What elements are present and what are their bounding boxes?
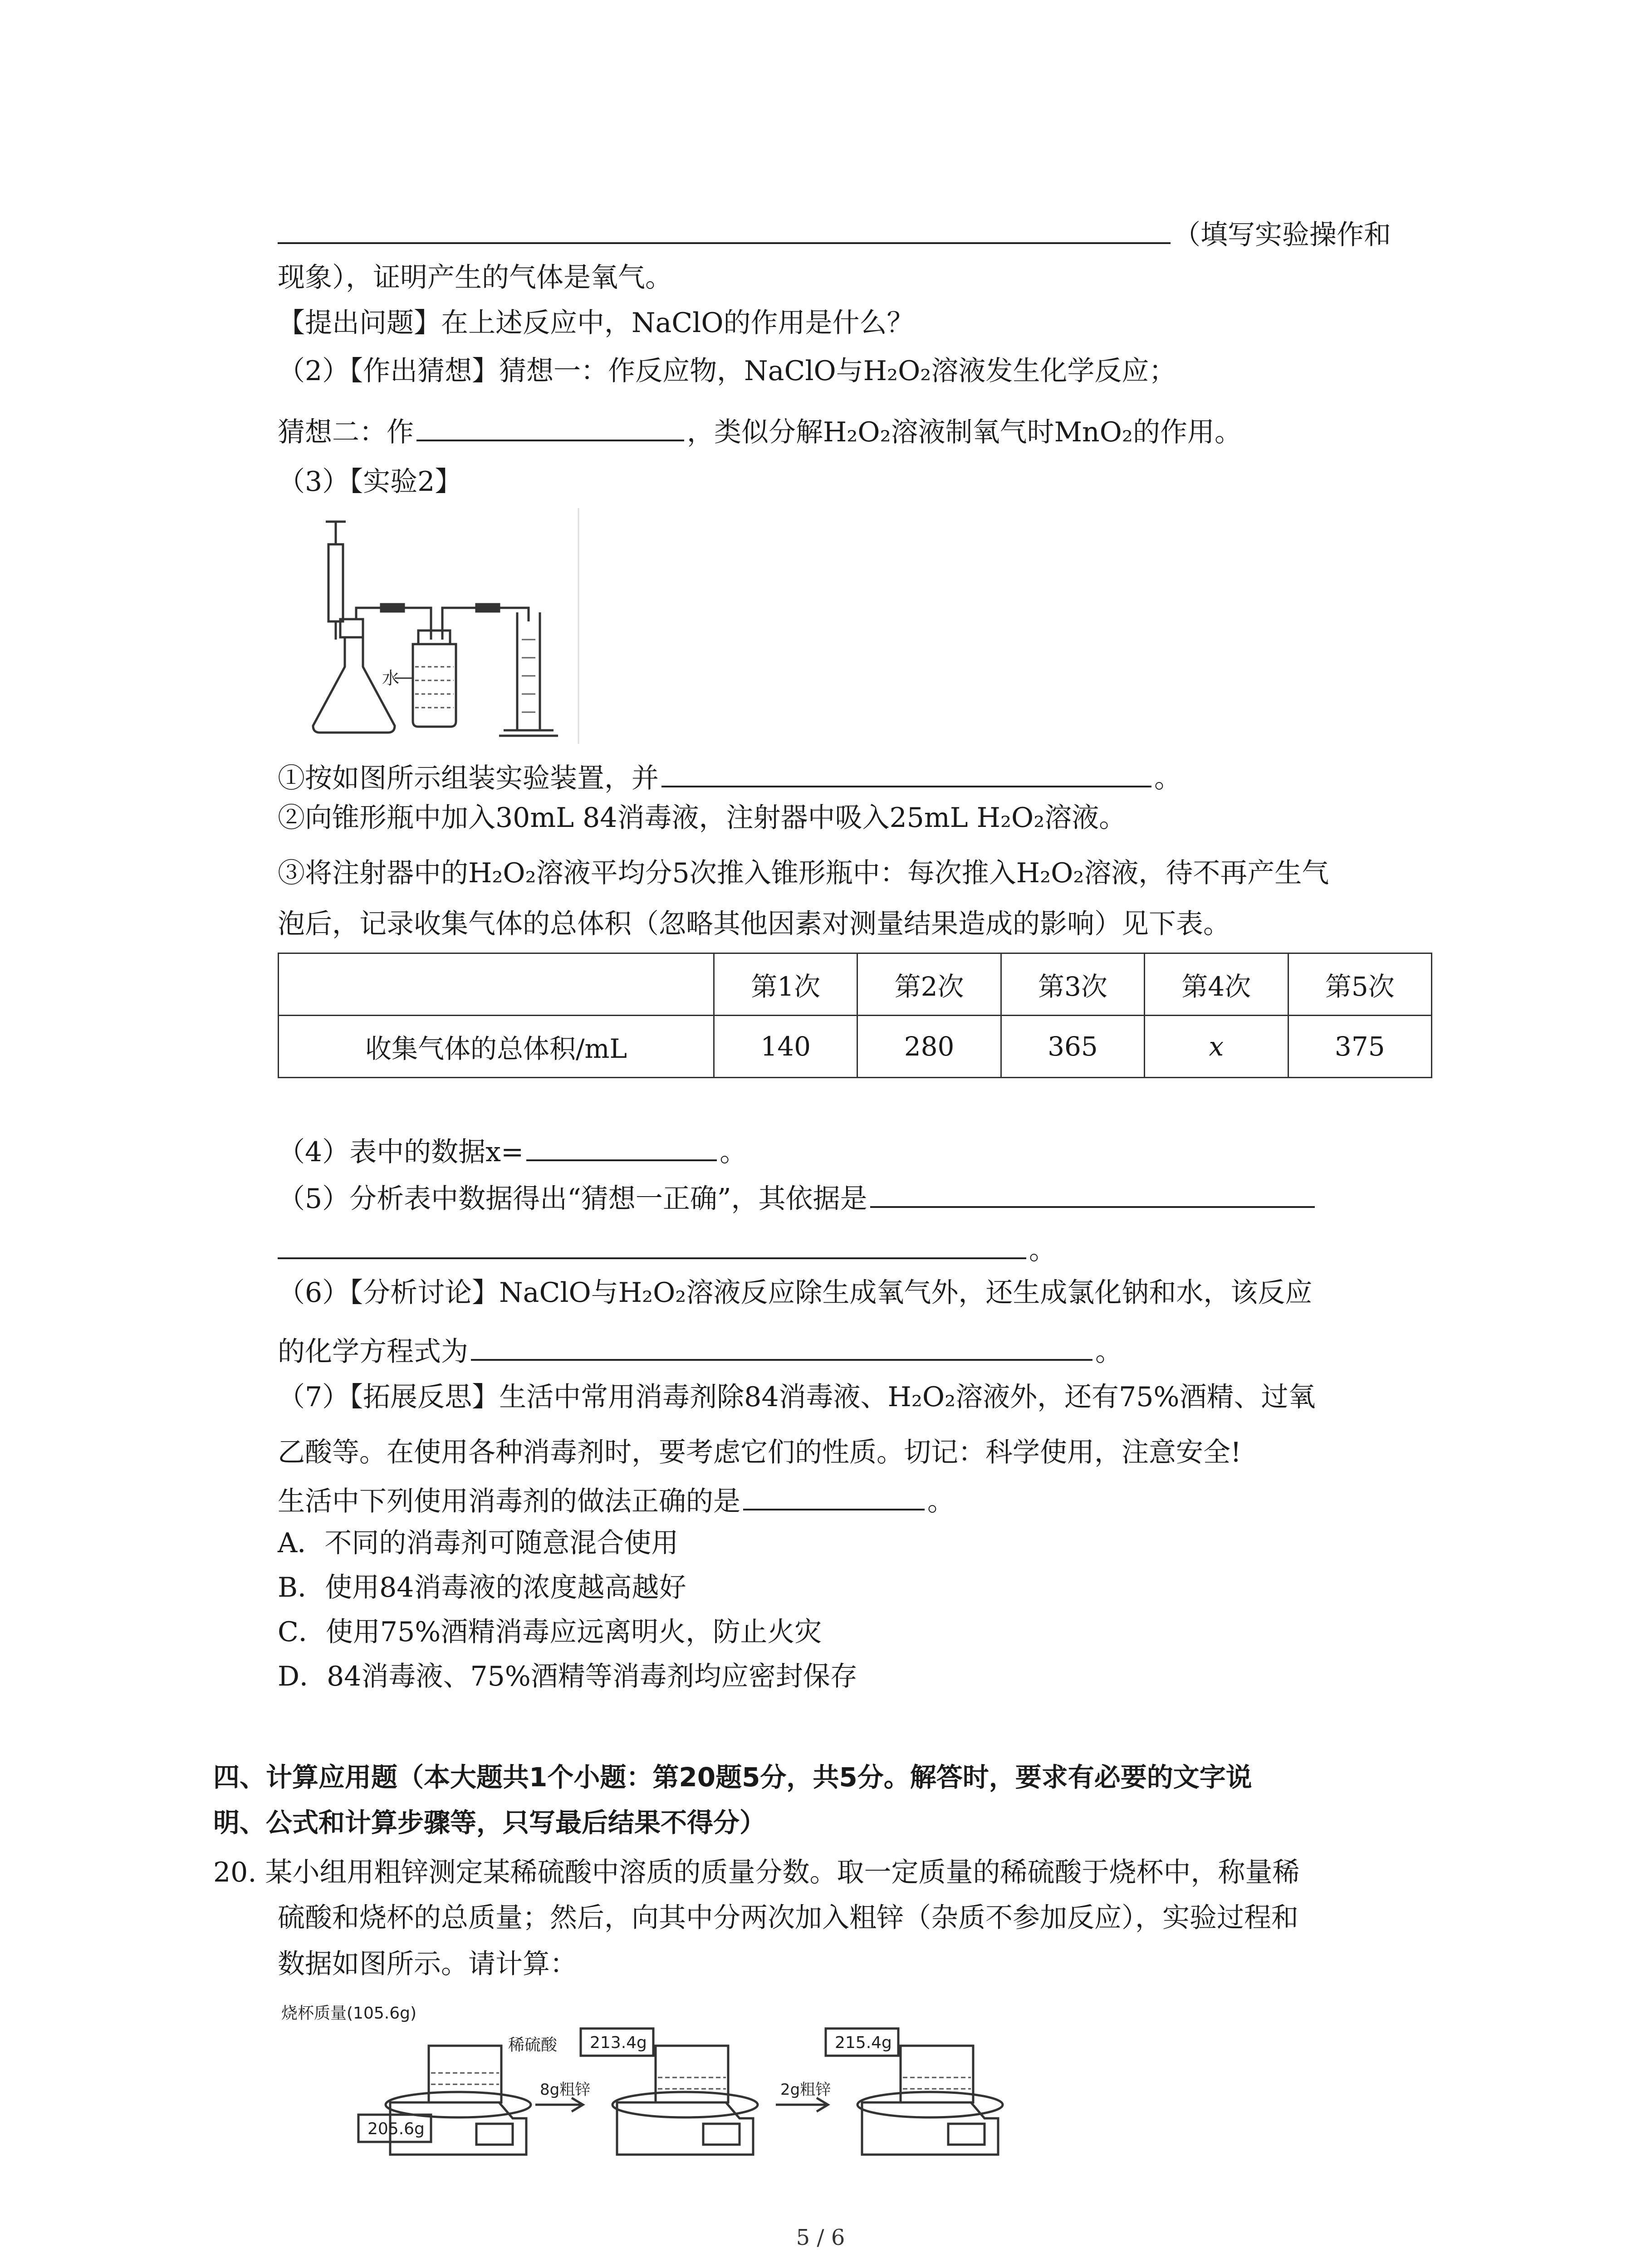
gas-volume-table bbox=[278, 953, 1432, 1078]
table-cell: 365 bbox=[1001, 1016, 1144, 1078]
question-20-b: 硫酸和烧杯的总质量；然后，向其中分两次加入粗锌（杂质不参加反应），实验过程和 bbox=[278, 1902, 1298, 1934]
question-6-a: （6）【分析讨论】NaClO与H₂O₂溶液反应除生成氧气外，还生成氯化钠和水，该反应 bbox=[278, 1277, 1313, 1309]
section-4-heading-a: 四、计算应用题（本大题共1个小题：第20题5分，共5分。解答时，要求有必要的文字说 bbox=[213, 1762, 1252, 1793]
line-3: 【提出问题】在上述反应中，NaClO的作用是什么？ bbox=[278, 307, 914, 339]
line-1 bbox=[278, 213, 1428, 253]
question-20-a: 20. 某小组用粗锌测定某稀硫酸中溶质的质量分数。取一定质量的稀硫酸于烧杯中，称量稀 bbox=[213, 1857, 1300, 1888]
option-b[interactable]: B．使用84消毒液的浓度越高越好 bbox=[278, 1572, 686, 1603]
table-row-label: 收集气体的总体积/mL bbox=[279, 1016, 714, 1078]
table-header-row bbox=[279, 953, 1432, 1016]
table-row bbox=[279, 1016, 1432, 1078]
line-2: 现象），证明产生的气体是氧气。 bbox=[278, 262, 672, 293]
table-header-cell: 第3次 bbox=[1001, 953, 1144, 1016]
option-d[interactable]: D．84消毒液、75%酒精等消毒剂均应密封保存 bbox=[278, 1661, 857, 1692]
balance-reading-1: 205.6g bbox=[367, 2120, 425, 2138]
acid-label: 稀硫酸 bbox=[508, 2036, 558, 2054]
table-header-cell bbox=[279, 953, 714, 1016]
answer-blank-6[interactable] bbox=[278, 1228, 1026, 1259]
balance-reading-2: 213.4g bbox=[590, 2033, 647, 2052]
water-label: 水 bbox=[382, 668, 400, 688]
table-cell: x bbox=[1145, 1016, 1288, 1078]
line-4: （2）【作出猜想】猜想一：作反应物，NaClO与H₂O₂溶液发生化学反应； bbox=[278, 355, 1176, 387]
question-5-b: 。 bbox=[1029, 1234, 1056, 1266]
question-4-b: 。 bbox=[720, 1136, 747, 1168]
table-header-cell: 第2次 bbox=[857, 953, 1001, 1016]
line-6: （3）【实验2】 bbox=[278, 466, 462, 498]
answer-blank-3[interactable] bbox=[661, 757, 1151, 787]
beaker-mass-label: 烧杯质量(105.6g) bbox=[281, 2004, 417, 2023]
answer-blank-8[interactable] bbox=[743, 1480, 925, 1510]
question-7-c: 生活中下列使用消毒剂的做法正确的是 bbox=[278, 1486, 740, 1517]
question-6-b: 的化学方程式为 bbox=[278, 1336, 468, 1368]
question-4-a: （4）表中的数据x= bbox=[278, 1136, 524, 1168]
arrow-label-2: 2g粗锌 bbox=[780, 2081, 831, 2099]
table-header-cell: 第1次 bbox=[714, 953, 857, 1016]
question-7-a: （7）【拓展反思】生活中常用消毒剂除84消毒液、H₂O₂溶液外，还有75%酒精、过氧 bbox=[278, 1381, 1316, 1413]
line-5-a: 猜想二：作 bbox=[278, 416, 414, 448]
option-a[interactable]: A．不同的消毒剂可随意混合使用 bbox=[278, 1527, 679, 1559]
question-7-d: 。 bbox=[927, 1486, 955, 1517]
line-5 bbox=[278, 411, 1428, 450]
question-6 bbox=[278, 1330, 1428, 1370]
question-5-a: （5）分析表中数据得出“猜想一正确”，其依据是 bbox=[278, 1183, 867, 1215]
section-4-heading-b: 明、公式和计算步骤等，只写最后结果不得分） bbox=[213, 1807, 766, 1838]
step-3-a: ③将注射器中的H₂O₂溶液平均分5次推入锥形瓶中：每次推入H₂O₂溶液，待不再产生气 bbox=[278, 857, 1329, 889]
option-c[interactable]: C．使用75%酒精消毒应远离明火，防止火灾 bbox=[278, 1616, 822, 1648]
question-7 bbox=[278, 1480, 1428, 1520]
step-1 bbox=[278, 757, 1428, 797]
step-1-a: ①按如图所示组装实验装置，并 bbox=[278, 763, 659, 794]
step-3-b: 泡后，记录收集气体的总体积（忽略其他因素对测量结果造成的影响）见下表。 bbox=[278, 908, 1230, 940]
table-header-cell: 第5次 bbox=[1288, 953, 1431, 1016]
step-1-b: 。 bbox=[1154, 763, 1181, 794]
question-7-b: 乙酸等。在使用各种消毒剂时，要考虑它们的性质。切记：科学使用，注意安全! bbox=[278, 1437, 1242, 1468]
table-cell: 375 bbox=[1288, 1016, 1431, 1078]
table-cell: 280 bbox=[857, 1016, 1001, 1078]
answer-blank-2[interactable] bbox=[416, 411, 684, 441]
question-4 bbox=[278, 1130, 1428, 1170]
arrow-label-1: 8g粗锌 bbox=[540, 2081, 591, 2099]
question-6-c: 。 bbox=[1095, 1336, 1122, 1368]
answer-blank-7[interactable] bbox=[471, 1330, 1092, 1361]
page-number: 5 / 6 bbox=[796, 2225, 845, 2250]
answer-blank-5[interactable] bbox=[870, 1177, 1315, 1208]
answer-blank-4[interactable] bbox=[526, 1130, 717, 1161]
experiment-apparatus-diagram bbox=[299, 503, 590, 748]
table-header-cell: 第4次 bbox=[1145, 953, 1288, 1016]
balance-reading-3: 215.4g bbox=[835, 2033, 892, 2052]
line-5-b: ，类似分解H₂O₂溶液制氧气时MnO₂的作用。 bbox=[687, 416, 1242, 448]
balance-experiment-figure bbox=[272, 1987, 1497, 2177]
line-1-tail: （填写实验操作和 bbox=[1173, 219, 1391, 251]
question-5-cont bbox=[278, 1228, 1428, 1268]
question-20-c: 数据如图所示。请计算： bbox=[278, 1948, 577, 1980]
answer-blank-1[interactable] bbox=[278, 213, 1171, 244]
step-2: ②向锥形瓶中加入30mL 84消毒液，注射器中吸入25mL H₂O₂溶液。 bbox=[278, 802, 1127, 834]
table-cell: 140 bbox=[714, 1016, 857, 1078]
question-5 bbox=[278, 1177, 1428, 1217]
